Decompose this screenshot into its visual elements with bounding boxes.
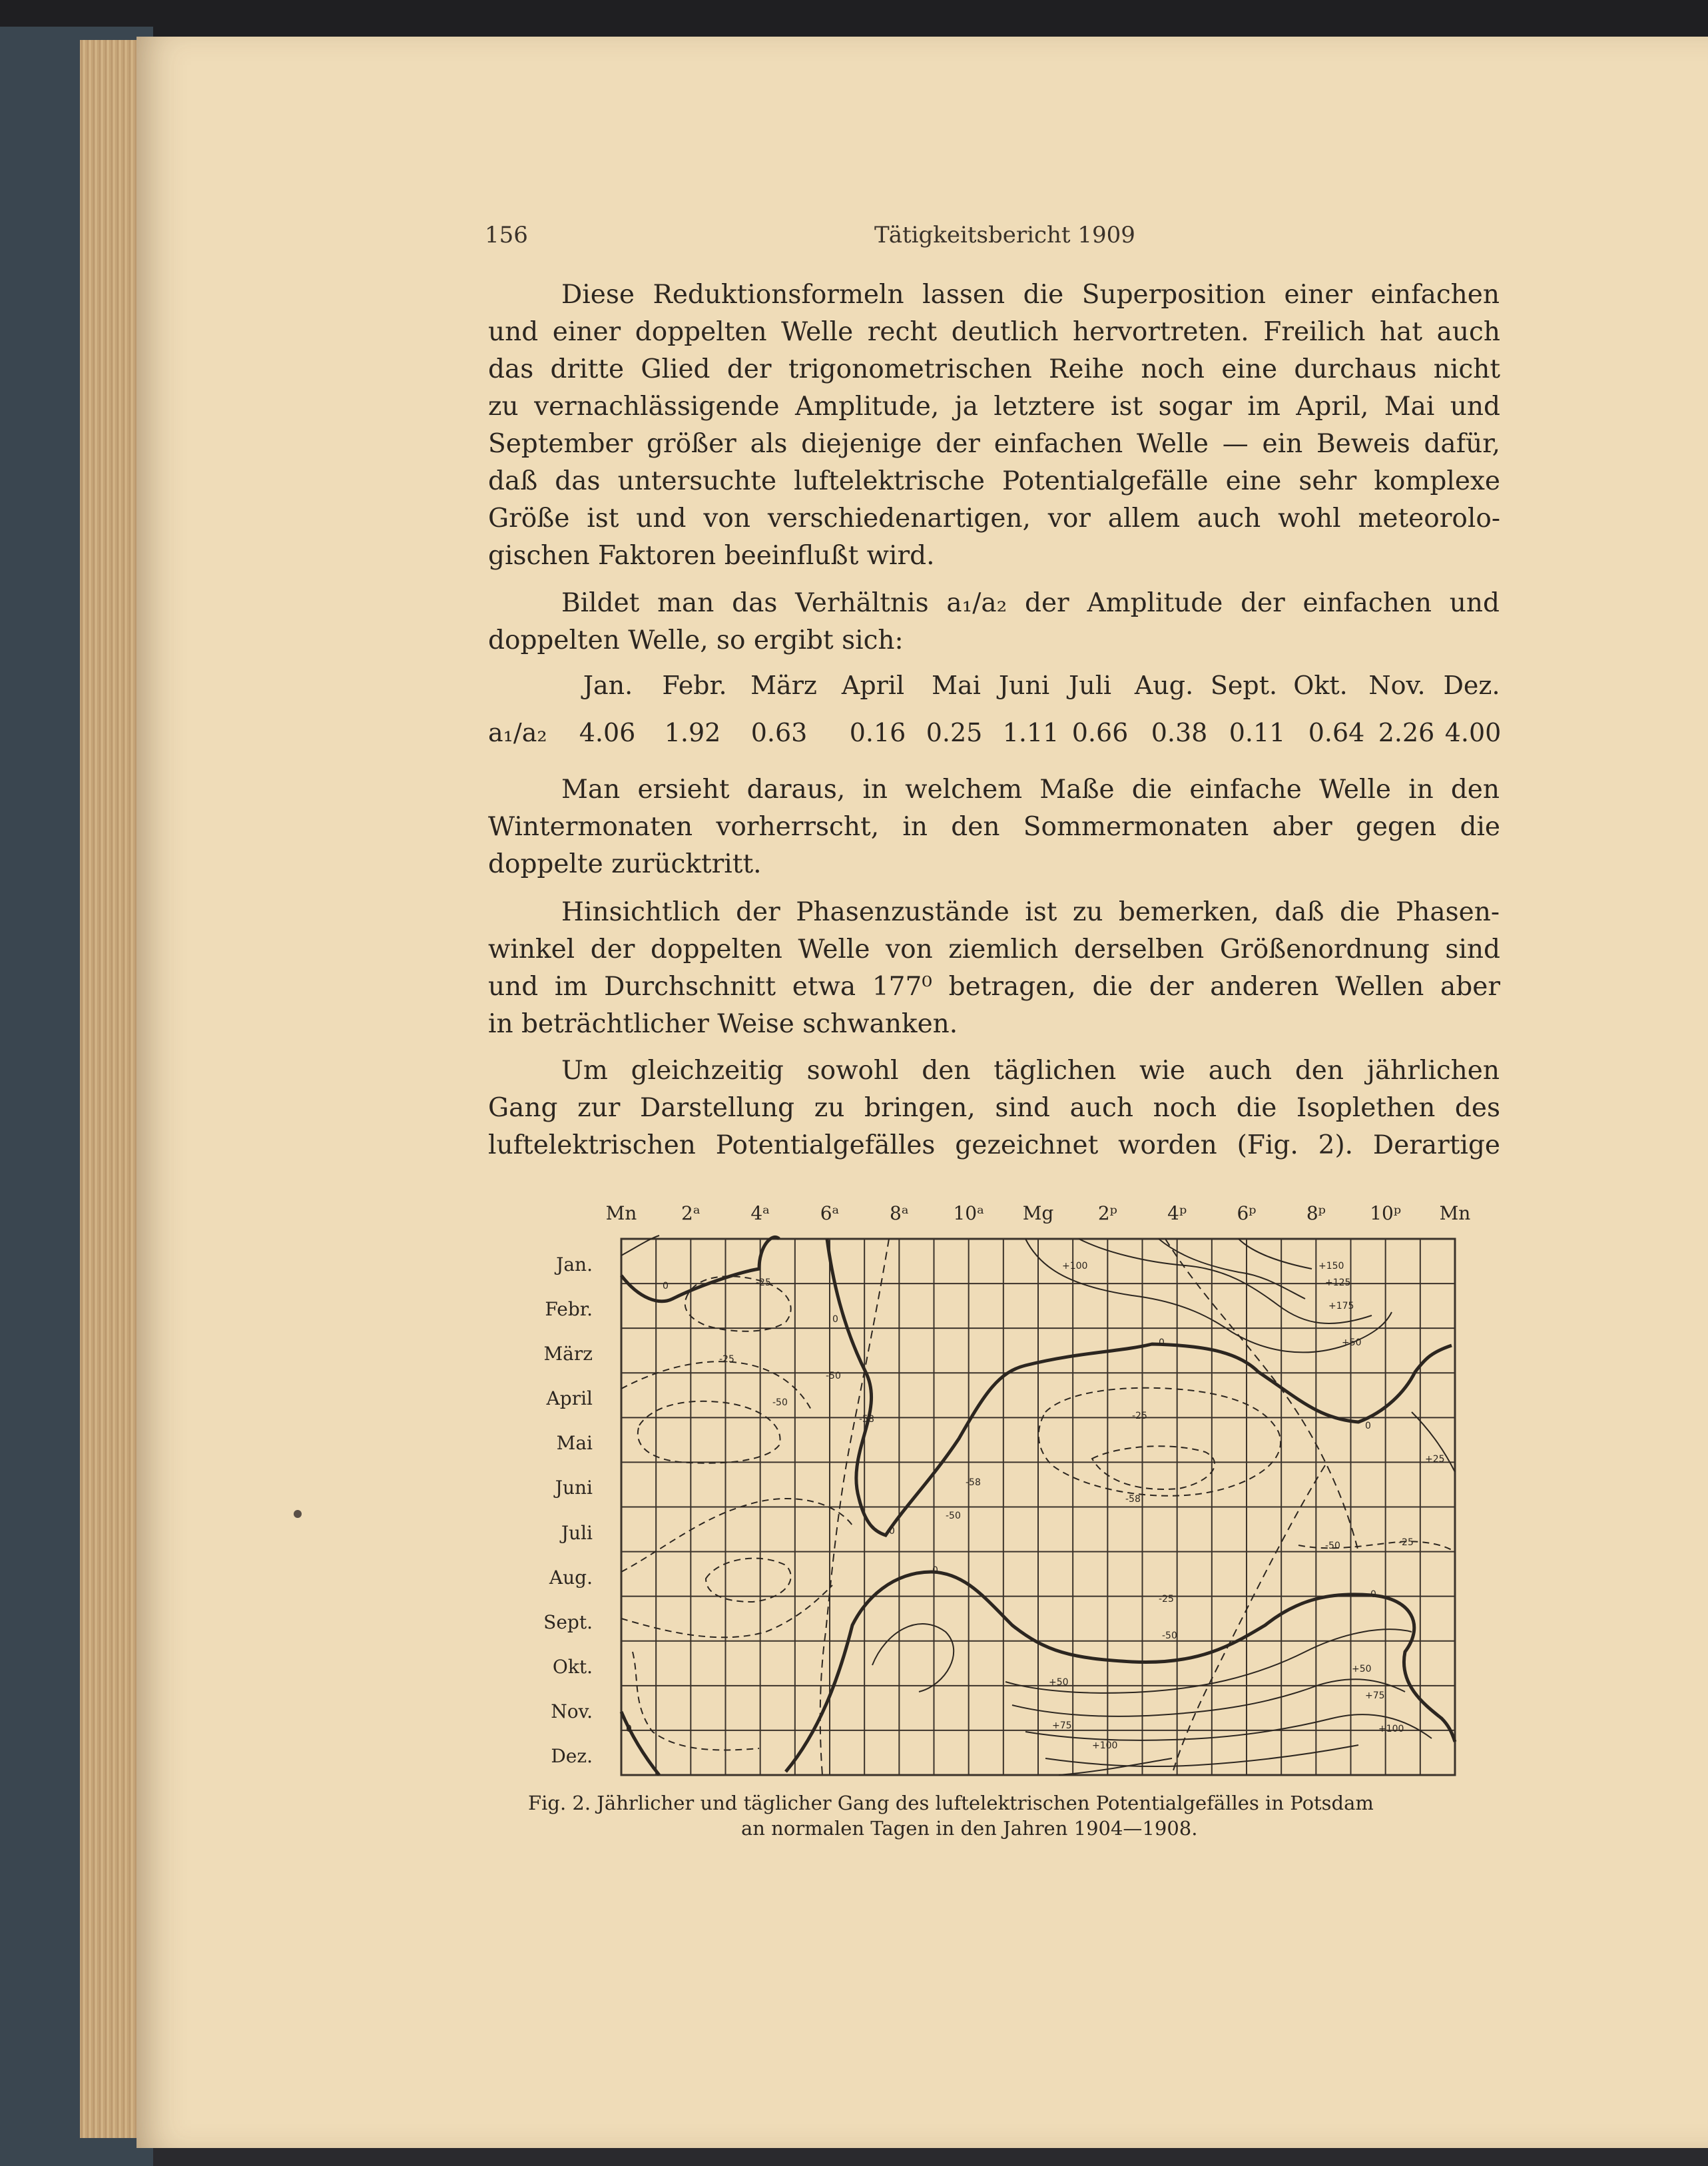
ratio-value: 0.11 <box>1229 718 1286 747</box>
contour-value-label: -58 <box>966 1477 981 1488</box>
contour-value-label: -58 <box>859 1414 874 1425</box>
contour-line <box>1159 1239 1305 1299</box>
month-label: Okt. <box>552 1655 593 1678</box>
page-number: 156 <box>485 222 528 248</box>
ratio-value: 0.38 <box>1151 718 1208 747</box>
text-line: Größe ist und von verschiedenartigen, vor allem auch wohl meteorolo- <box>488 504 1500 534</box>
hour-label: 2ᵖ <box>1097 1202 1117 1224</box>
hour-label: 4ᵖ <box>1167 1202 1187 1224</box>
contour-value-label: -50 <box>1325 1541 1340 1551</box>
text-line: September größer als diejenige der einfachen Welle — ein Beweis dafür, <box>488 429 1500 459</box>
ink-speck <box>294 1510 302 1518</box>
contour-line <box>685 1276 791 1331</box>
ratio-value: 0.64 <box>1308 718 1365 747</box>
month-header: Nov. <box>1368 671 1426 700</box>
month-label: Nov. <box>551 1700 593 1722</box>
contour-line <box>1092 1446 1215 1489</box>
hour-label: Mn <box>1439 1202 1471 1224</box>
month-header: Okt. <box>1293 671 1348 700</box>
contour-line <box>1012 1679 1405 1716</box>
contour-value-label: +100 <box>1092 1740 1118 1751</box>
hour-label: 4ᵃ <box>750 1202 770 1224</box>
month-header: Juni <box>998 671 1050 700</box>
hour-label: 2ᵃ <box>681 1202 701 1224</box>
contour-line <box>1039 1388 1281 1496</box>
ratio-value: 2.26 <box>1378 718 1435 747</box>
ratio-value: 4.00 <box>1444 718 1502 747</box>
contour-line <box>872 1624 954 1692</box>
month-header: Dez. <box>1443 671 1500 700</box>
month-label: Juli <box>561 1521 593 1544</box>
contour-value-label: +150 <box>1318 1261 1344 1271</box>
contour-value-label: -25 <box>719 1354 734 1365</box>
figure-grid <box>621 1239 1455 1775</box>
contour-line <box>1239 1239 1312 1269</box>
contour-line <box>1025 1239 1392 1352</box>
hour-label: 8ᵖ <box>1306 1202 1326 1224</box>
contour-value-label: 0 <box>832 1314 838 1325</box>
text-line: daß das untersuchte luftelektrische Potentialgefälle eine sehr komplexe <box>488 466 1500 496</box>
contour-value-label: -50 <box>772 1397 788 1408</box>
text-line: Um gleichzeitig sowohl den täglichen wie auch den jährlichen <box>561 1056 1500 1086</box>
hour-label: Mn <box>605 1202 637 1224</box>
month-header: Jan. <box>583 671 633 700</box>
contour-value-label: +175 <box>1328 1301 1354 1311</box>
contour-value-label: -50 <box>946 1511 961 1521</box>
text-line: Diese Reduktionsformeln lassen die Superposition einer einfachen <box>561 280 1500 310</box>
contour-line <box>1025 1714 1432 1740</box>
hour-label: Mg <box>1022 1202 1054 1224</box>
month-label: Dez. <box>551 1744 593 1767</box>
text-line: doppelten Welle, so ergibt sich: <box>488 625 904 655</box>
contour-value-label: +75 <box>1365 1690 1385 1701</box>
zero-isopleth <box>621 1237 779 1301</box>
contour-line <box>621 1585 832 1637</box>
text-line: Bildet man das Verhältnis a₁/a₂ der Amplitude der einfachen und <box>561 588 1500 618</box>
text-line: in beträchtlicher Weise schwanken. <box>488 1009 958 1039</box>
contour-value-label: 0 <box>889 1526 895 1537</box>
contour-value-label: +75 <box>1052 1720 1072 1731</box>
month-header: Sept. <box>1210 671 1278 700</box>
text-line: zu vernachlässigende Amplitude, ja letztere ist sogar im April, Mai und <box>488 392 1500 422</box>
month-header: Aug. <box>1134 671 1194 700</box>
contour-line <box>633 1652 759 1750</box>
text-line: luftelektrischen Potentialgefälles gezeichnet worden (Fig. 2). Derartige <box>488 1130 1500 1160</box>
month-header: März <box>750 671 817 700</box>
contour-line <box>706 1559 791 1602</box>
contour-value-label: -50 <box>1162 1630 1177 1641</box>
text-line: winkel der doppelten Welle von ziemlich derselben Größenordnung sind <box>488 934 1500 964</box>
month-label: Febr. <box>545 1298 593 1321</box>
diagonal-line <box>1172 1465 1325 1775</box>
contour-value-label: 0 <box>663 1281 669 1291</box>
month-label: Jan. <box>556 1254 593 1275</box>
month-label: Sept. <box>543 1611 593 1633</box>
contour-value-label: +50 <box>1049 1677 1069 1688</box>
figure-caption-line1: Fig. 2. Jährlicher und täglicher Gang des luftelektrischen Potentialgefälles in Potsdam <box>528 1792 1374 1814</box>
text-line: Hinsichtlich der Phasenzustände ist zu bemerken, daß die Phasen- <box>561 897 1500 927</box>
contour-value-label: +100 <box>1062 1261 1088 1271</box>
month-label: März <box>543 1343 593 1365</box>
contour-line <box>638 1401 780 1463</box>
ratio-value: 0.66 <box>1071 718 1129 747</box>
text-line: und im Durchschnitt etwa 177⁰ betragen, die der anderen Wellen aber <box>488 972 1500 1002</box>
month-header: April <box>841 671 905 700</box>
contour-value-label: -58 <box>1125 1494 1141 1505</box>
text-line: Gang zur Darstellung zu bringen, sind auch noch die Isoplethen des <box>488 1093 1500 1123</box>
contour-value-label: +50 <box>1352 1664 1372 1674</box>
ratio-value: 0.16 <box>849 718 906 747</box>
hour-label: 10ᵃ <box>953 1202 984 1224</box>
contour-value-label: +100 <box>1378 1724 1404 1734</box>
zero-isopleth <box>621 1712 659 1775</box>
contour-value-label: -25 <box>1132 1411 1147 1421</box>
text-line: doppelte zurücktritt. <box>488 849 762 879</box>
ratio-value: 4.06 <box>579 718 636 747</box>
text-line: und einer doppelten Welle recht deutlich hervortreten. Freilich hat auch <box>488 317 1500 347</box>
contour-labels <box>626 1261 1445 1751</box>
month-label: Juni <box>555 1477 593 1499</box>
row-label: a₁/a₂ <box>488 718 547 747</box>
running-title: Tätigkeitsbericht 1909 <box>874 222 1135 248</box>
contour-value-label: 0 <box>1159 1337 1165 1348</box>
ratio-value: 1.92 <box>664 718 721 747</box>
month-label: Mai <box>556 1432 593 1455</box>
month-label: Aug. <box>549 1566 593 1589</box>
ratio-value: 0.25 <box>926 718 983 747</box>
hour-label: 6ᵃ <box>820 1202 840 1224</box>
month-header: Juli <box>1068 671 1111 700</box>
ratio-value: 1.11 <box>1002 718 1059 747</box>
hour-label: 10ᵖ <box>1370 1202 1402 1224</box>
contour-value-label: 0 <box>1365 1421 1371 1431</box>
contour-value-label: -25 <box>1159 1594 1174 1605</box>
contour-value-label: +25 <box>1425 1454 1445 1465</box>
contour-line <box>1298 1541 1455 1552</box>
text-line: Wintermonaten vorherrscht, in den Sommermonaten aber gegen die <box>488 812 1500 842</box>
text-line: gischen Faktoren beeinflußt wird. <box>488 541 935 571</box>
contour-value-label: 0 <box>626 1724 632 1734</box>
contour-value-label: 0 <box>932 1565 938 1576</box>
contour-value-label: -50 <box>826 1371 841 1381</box>
text-line: Man ersieht daraus, in welchem Maße die einfache Welle in den <box>561 775 1500 805</box>
month-header: Mai <box>932 671 981 700</box>
contour-value-label: -25 <box>1398 1537 1414 1548</box>
hour-label: 6ᵖ <box>1237 1202 1257 1224</box>
contour-value-label: -25 <box>756 1277 771 1288</box>
contour-value-label: +50 <box>1342 1337 1362 1348</box>
figure-caption-line2: an normalen Tagen in den Jahren 1904—1908. <box>741 1817 1198 1840</box>
month-label: April <box>546 1387 593 1410</box>
hour-label: 8ᵃ <box>890 1202 909 1224</box>
text-line: das dritte Glied der trigonometrischen Reihe noch eine durchaus nicht <box>488 354 1500 384</box>
month-header: Febr. <box>662 671 727 700</box>
contour-value-label: +125 <box>1325 1277 1351 1288</box>
contour-value-label: 0 <box>1370 1589 1376 1600</box>
ratio-value: 0.63 <box>750 718 808 747</box>
